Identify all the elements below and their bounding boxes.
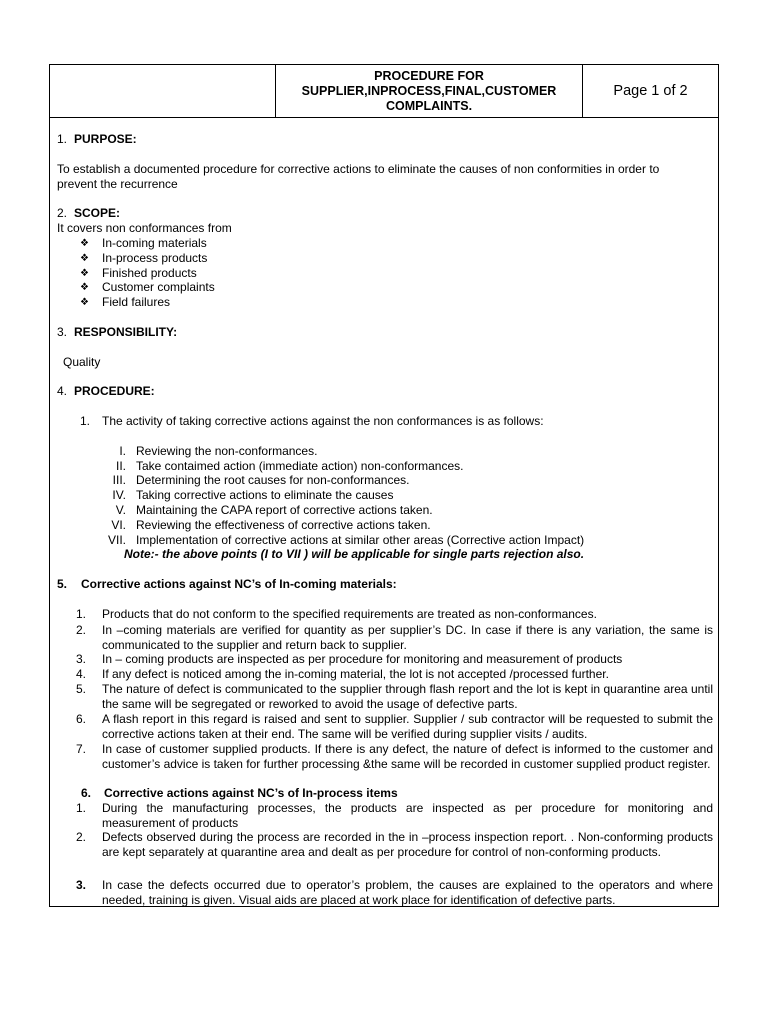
section6-number: 6. xyxy=(81,786,92,800)
step-text: Implementation of corrective actions at similar other areas (Corrective action Impact) xyxy=(136,533,585,547)
step-number: II. xyxy=(115,459,126,473)
list-item-text: Defects observed during the process are recorded in the in –process inspection report. . Non-conforming products are kept separately at quarantine area and dealt as per procedure for control of non-conforming products. xyxy=(102,830,713,859)
scope-intro: It covers non conformances from xyxy=(57,221,232,235)
procedure-item-number: 1. xyxy=(80,414,91,428)
procedure-note: Note:- the above points (I to VII ) will be applicable for single parts rejection also. xyxy=(124,547,585,561)
list-item-number: 6. xyxy=(76,712,87,726)
purpose-heading: PURPOSE: xyxy=(74,132,137,146)
step-number: V. xyxy=(115,503,126,517)
list-item-text: In case the defects occurred due to operator’s problem, the causes are explained to the operators and where needed, training is given. Visual aids are placed at work place for identification of defective parts. xyxy=(102,878,713,907)
responsibility-heading: RESPONSIBILITY: xyxy=(74,325,178,339)
bullet-icon: ❖ xyxy=(80,297,89,308)
list-item-number: 5. xyxy=(76,682,87,696)
bullet-icon: ❖ xyxy=(80,282,89,293)
purpose-text-line-2: prevent the recurrence xyxy=(57,177,178,191)
step-number: I. xyxy=(119,444,126,458)
scope-item: In-process products xyxy=(102,251,208,265)
header-logo-cell xyxy=(50,65,276,117)
document-header xyxy=(50,65,718,118)
list-item-text: In case of customer supplied products. If there is any defect, the nature of defect is informed to the customer and customer’s advice is taken for further processing &the same will be recorded in customer supplied product register. xyxy=(102,742,713,771)
list-item-number: 3. xyxy=(76,652,87,666)
purpose-number: 1. xyxy=(57,132,68,146)
purpose-text-line-1: To establish a documented procedure for corrective actions to eliminate the causes of non conformities in order to xyxy=(57,162,660,176)
list-item-text: A flash report in this regard is raised and sent to supplier. Supplier / sub contractor will be requested to submit the corrective actions taken at their end. The same will be verified during supplier visits / audits. xyxy=(102,712,713,741)
scope-item: Field failures xyxy=(102,295,171,309)
bullet-icon: ❖ xyxy=(80,253,89,264)
step-text: Determining the root causes for non-conformances. xyxy=(136,473,410,487)
header-title-line-3: COMPLAINTS. xyxy=(385,98,473,113)
step-text: Reviewing the non-conformances. xyxy=(136,444,318,458)
list-item-number: 2. xyxy=(76,830,87,844)
procedure-item-text: The activity of taking corrective actions against the non conformances is as follows: xyxy=(102,414,544,428)
header-title xyxy=(276,65,583,117)
section6-heading: Corrective actions against NC’s of In-process items xyxy=(104,786,398,800)
list-item-text: During the manufacturing processes, the products are inspected as per procedure for monitoring and measurement of products xyxy=(102,801,713,830)
list-item-text: In –coming materials are verified for quantity as per supplier’s DC. In case if there is any variation, the same is communicated to the supplier and return back to supplier. xyxy=(102,623,713,652)
list-item-number: 7. xyxy=(76,742,87,756)
step-text: Reviewing the effectiveness of corrective actions taken. xyxy=(136,518,431,532)
step-text: Take contaimed action (immediate action) non-conformances. xyxy=(136,459,464,473)
list-item-number: 2. xyxy=(76,623,87,637)
list-item-text: If any defect is noticed among the in-coming material, the lot is not accepted /processed further. xyxy=(102,667,609,681)
scope-item: In-coming materials xyxy=(102,236,207,250)
list-item-number: 1. xyxy=(76,801,87,815)
header-page-number: Page 1 of 2 xyxy=(613,83,688,99)
list-item-number: 1. xyxy=(76,607,87,621)
scope-heading: SCOPE: xyxy=(74,206,121,220)
list-item-number: 3. xyxy=(76,878,87,892)
header-title-line-2: SUPPLIER,INPROCESS,FINAL,CUSTOMER xyxy=(301,83,557,98)
scope-item: Finished products xyxy=(102,266,197,280)
scope-item: Customer complaints xyxy=(102,280,215,294)
step-text: Taking corrective actions to eliminate the causes xyxy=(136,488,394,502)
list-item-text: The nature of defect is communicated to the supplier through flash report and the lot is kept in quarantine area until the same will be segregated or reworked to avoid the usage of defective parts. xyxy=(102,682,713,711)
list-item-text: In – coming products are inspected as per procedure for monitoring and measurement of products xyxy=(102,652,623,666)
step-number: IV. xyxy=(112,488,126,502)
list-item-number: 4. xyxy=(76,667,87,681)
responsibility-text: Quality xyxy=(63,355,101,369)
scope-number: 2. xyxy=(57,206,68,220)
bullet-icon: ❖ xyxy=(80,268,89,279)
step-number: VII. xyxy=(107,533,126,547)
section5-heading: Corrective actions against NC’s of In-coming materials: xyxy=(81,577,397,591)
procedure-number: 4. xyxy=(57,384,68,398)
step-text: Maintaining the CAPA report of corrective actions taken. xyxy=(136,503,433,517)
responsibility-number: 3. xyxy=(57,325,68,339)
header-title-line-1: PROCEDURE FOR xyxy=(374,68,484,83)
procedure-heading: PROCEDURE: xyxy=(74,384,155,398)
bullet-icon: ❖ xyxy=(80,238,89,249)
step-number: VI. xyxy=(111,518,126,532)
section5-number: 5. xyxy=(57,577,68,591)
step-number: III. xyxy=(112,473,126,487)
list-item-text: Products that do not conform to the specified requirements are treated as non-conformances. xyxy=(102,607,597,621)
